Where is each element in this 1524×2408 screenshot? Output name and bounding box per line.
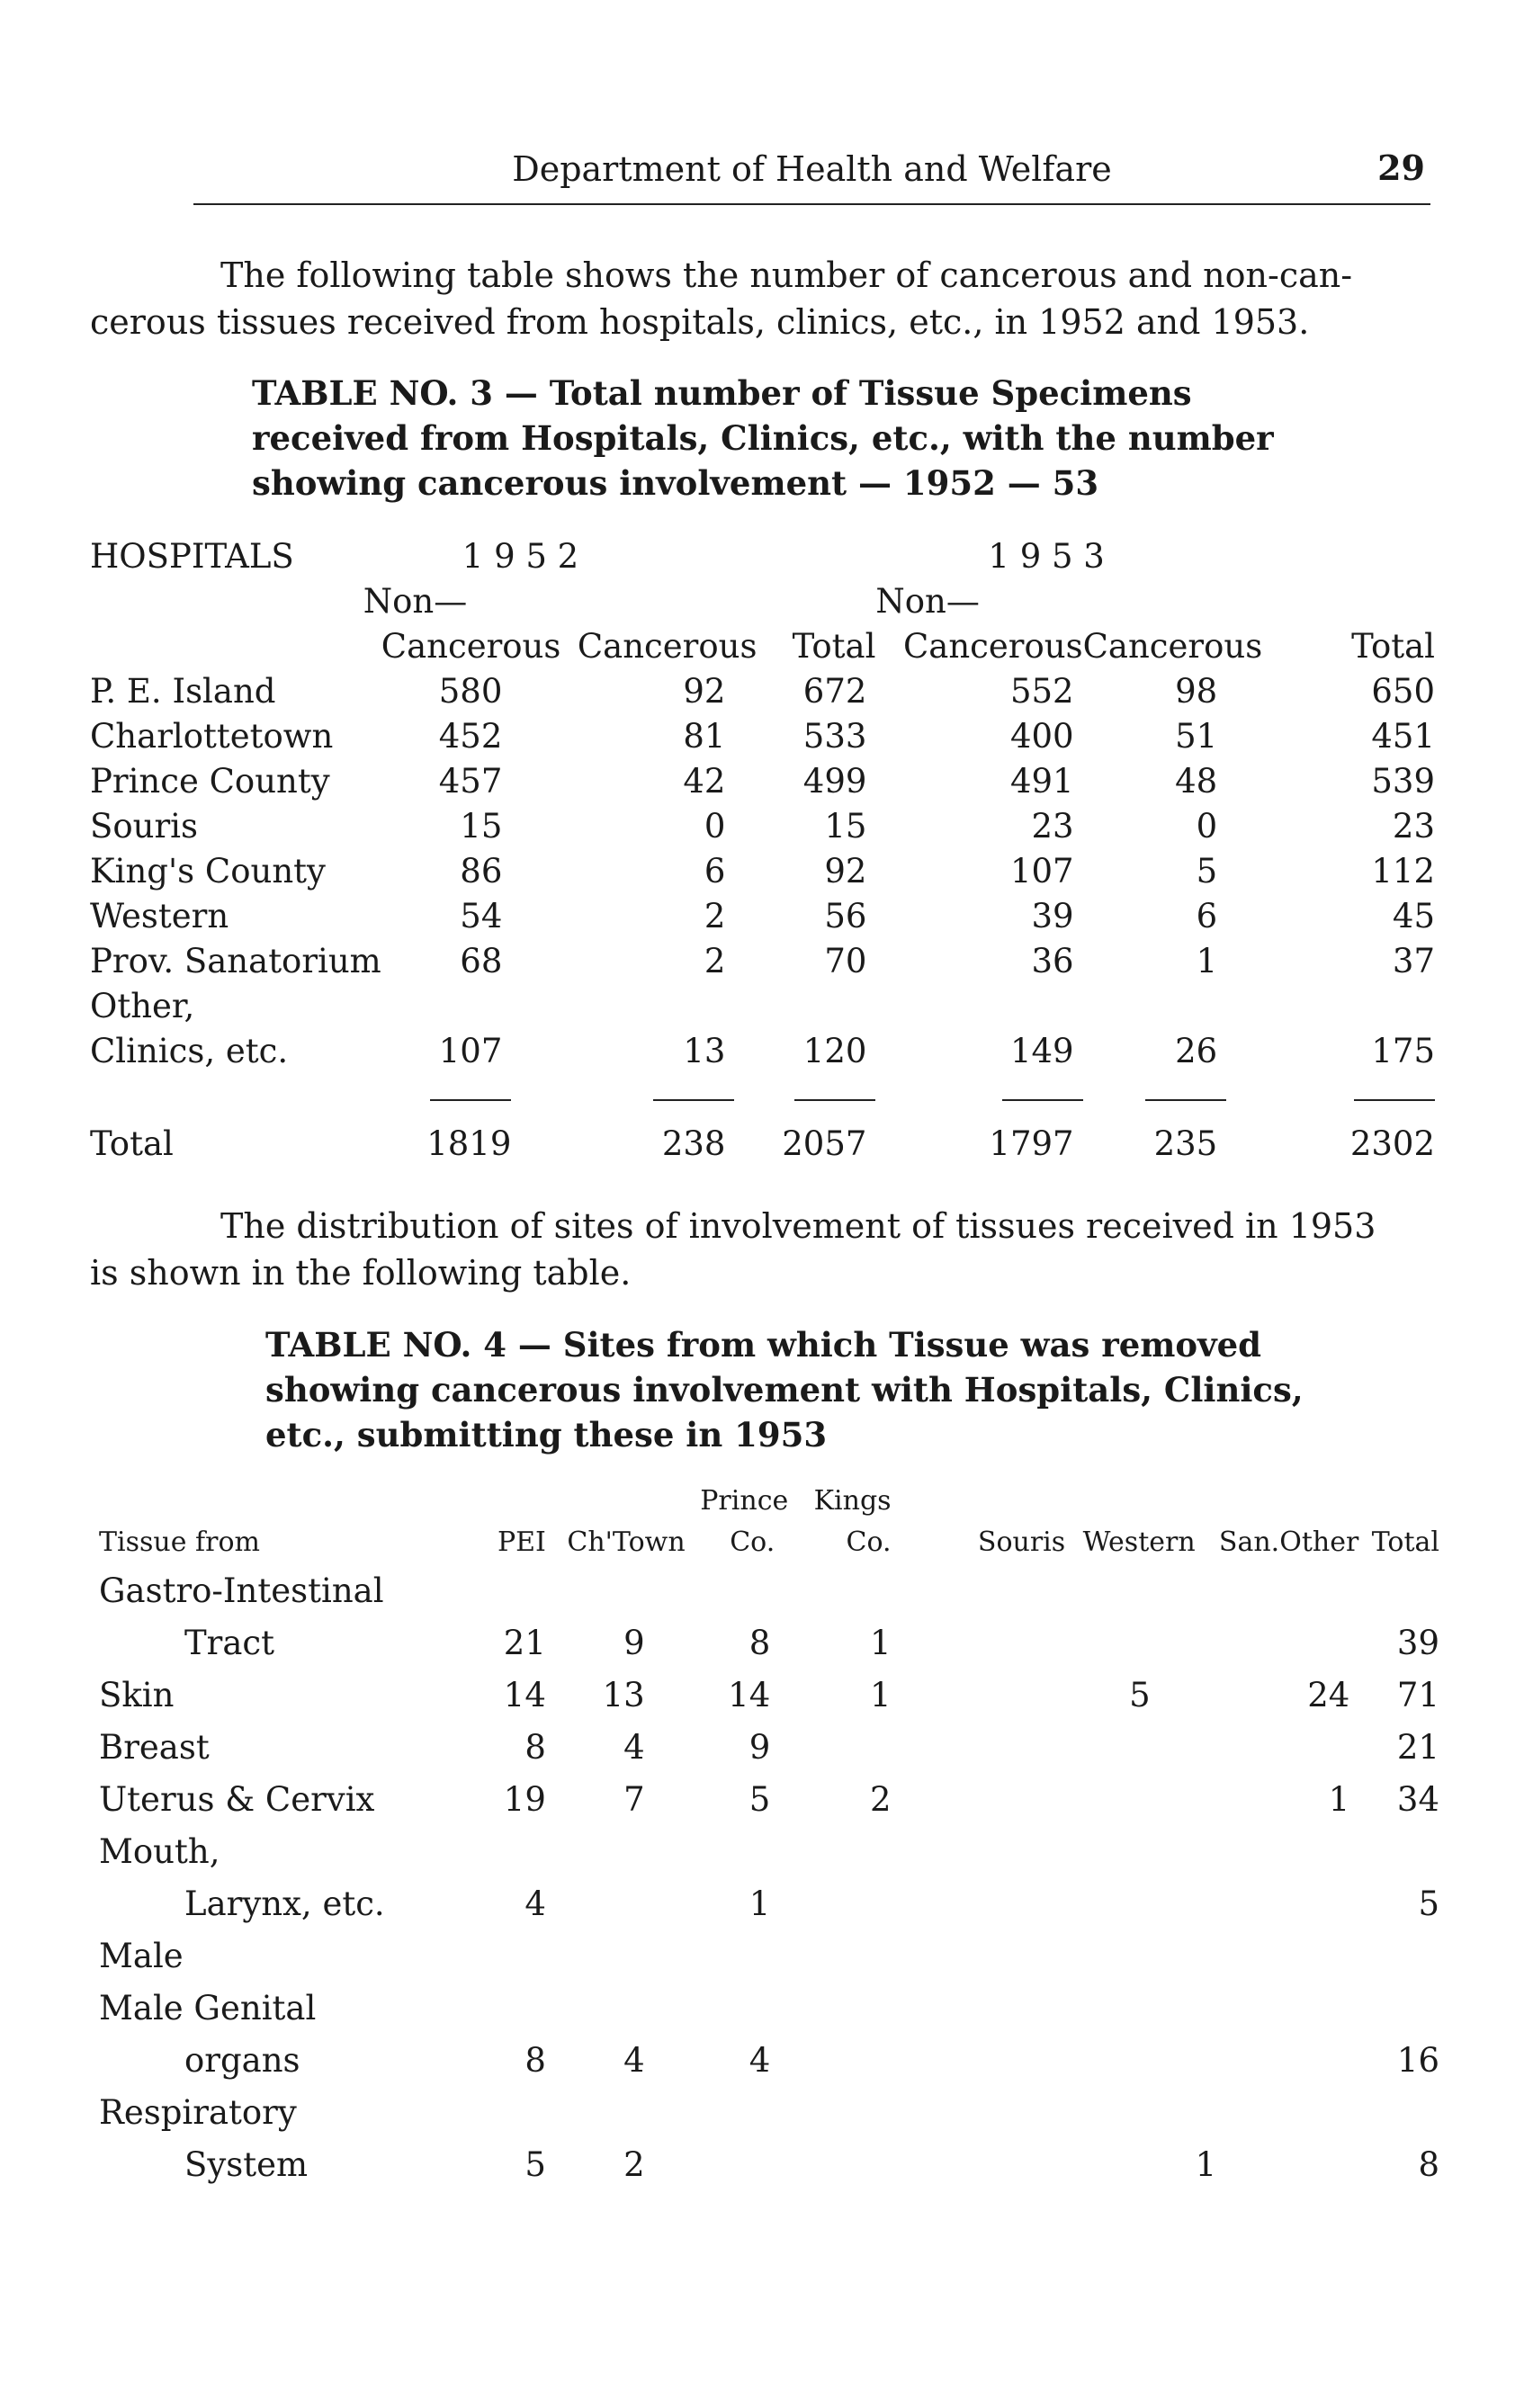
- total-row-label: Total: [90, 1124, 174, 1163]
- sum-rule: [653, 1099, 734, 1101]
- table3-caption: [252, 371, 1274, 506]
- row-label: Respiratory: [99, 2093, 297, 2132]
- prince-co-header: Co.: [730, 1526, 775, 1558]
- sum-rule: [430, 1099, 511, 1101]
- souris-header: Souris: [977, 1526, 1066, 1558]
- table-row: [99, 1767, 1439, 1819]
- cell-chtown: [560, 1871, 686, 1923]
- cell: 0: [704, 807, 726, 846]
- cell: 15: [460, 807, 503, 846]
- table-row: [90, 576, 1435, 621]
- cell-souris: [928, 1610, 1066, 1662]
- sum-rule-row: [90, 1070, 1435, 1109]
- cell: 400: [1009, 717, 1074, 756]
- cell: 499: [802, 762, 867, 801]
- table-row: [90, 980, 1435, 1025]
- table4: [99, 1475, 1439, 2184]
- cell-total: 5: [1418, 1884, 1439, 1923]
- cell: 86: [460, 852, 503, 891]
- page-number: 29: [1377, 148, 1425, 188]
- non-header-1953: Non—: [875, 582, 980, 621]
- table-row: [90, 1025, 1435, 1070]
- cell-other: 24: [1307, 1676, 1350, 1714]
- cell-total: 39: [1396, 1624, 1439, 1662]
- cell: 45: [1392, 897, 1435, 935]
- cell-western: [1065, 1610, 1196, 1662]
- cell: 5: [1196, 852, 1218, 891]
- noncancerous-header-1953: Cancerous: [902, 627, 1083, 666]
- cancerous-header-1952: Cancerous: [577, 627, 758, 666]
- table3-caption-line-2: received from Hospitals, Clinics, etc., with the number: [252, 418, 1274, 458]
- cell: 39: [1031, 897, 1074, 935]
- cell: 539: [1371, 762, 1435, 801]
- cell-san: [1196, 2028, 1280, 2080]
- cell: 235: [1153, 1124, 1218, 1163]
- cell: 175: [1371, 1032, 1435, 1070]
- cell-pei: 21: [503, 1624, 546, 1662]
- cell: 120: [802, 1032, 867, 1070]
- sum-rule: [1354, 1099, 1435, 1101]
- total-header: Total: [1371, 1526, 1439, 1558]
- table3-caption-line-1: TABLE NO. 3 — Total number of Tissue Specimens: [252, 373, 1192, 413]
- row-label: Other,: [90, 987, 195, 1025]
- cell-prince: 14: [728, 1676, 771, 1714]
- table-row: [99, 2132, 1439, 2184]
- cell-san: 1: [1195, 2145, 1217, 2184]
- table-row: [99, 2080, 1439, 2132]
- row-label: Uterus & Cervix: [99, 1780, 375, 1819]
- cell-souris: [928, 1714, 1066, 1767]
- cell-souris: [928, 1767, 1066, 1819]
- cell-chtown: 7: [623, 1780, 645, 1819]
- table4-caption: [265, 1322, 1304, 1457]
- cell: 42: [683, 762, 726, 801]
- cell: 457: [438, 762, 503, 801]
- row-label: Breast: [99, 1728, 210, 1767]
- cell-other: [1279, 2132, 1358, 2184]
- cell-kings: 1: [870, 1676, 892, 1714]
- cell-prince: [686, 2132, 789, 2184]
- row-label: Male Genital: [99, 1989, 317, 2028]
- row-label: Tract: [184, 1624, 275, 1662]
- cell: 672: [802, 672, 867, 711]
- table-row: [99, 2028, 1439, 2080]
- chtown-header: Ch'Town: [567, 1526, 686, 1558]
- table-row: [90, 711, 1435, 756]
- sum-rule: [1002, 1099, 1083, 1101]
- cell-chtown: 13: [602, 1676, 645, 1714]
- cell-souris: [928, 2028, 1066, 2080]
- table3-caption-line-3: showing cancerous involvement — 1952 — 53: [252, 463, 1099, 503]
- cell-prince: 9: [749, 1728, 771, 1767]
- row-label: King's County: [90, 852, 326, 891]
- table-row: [90, 621, 1435, 666]
- row-label: P. E. Island: [90, 672, 276, 711]
- table4-caption-line-3: etc., submitting these in 1953: [265, 1415, 828, 1455]
- table-row: [99, 1923, 1439, 1975]
- cell-pei: 19: [503, 1780, 546, 1819]
- cell: 6: [1196, 897, 1218, 935]
- row-label: Charlottetown: [90, 717, 334, 756]
- western-header: Western: [1082, 1526, 1196, 1558]
- cell: 238: [661, 1124, 726, 1163]
- cell: 107: [1009, 852, 1074, 891]
- hospitals-header: HOSPITALS: [90, 537, 294, 576]
- table-row: [90, 666, 1435, 711]
- cell-prince: 5: [749, 1780, 771, 1819]
- cell: 1797: [989, 1124, 1074, 1163]
- cell: 56: [824, 897, 867, 935]
- cell: 2: [704, 897, 726, 935]
- table-row: [99, 1610, 1439, 1662]
- table-row: [90, 1109, 1435, 1163]
- cell-kings: 2: [870, 1780, 892, 1819]
- cell-pei: 14: [503, 1676, 546, 1714]
- table-row: [90, 801, 1435, 846]
- cell-other: 1: [1328, 1780, 1350, 1819]
- cell: 2057: [782, 1124, 867, 1163]
- non-header-1952: Non—: [363, 582, 468, 621]
- cell-western: [1065, 1767, 1196, 1819]
- cell-total: 71: [1396, 1676, 1439, 1714]
- cell: 98: [1175, 672, 1218, 711]
- cell: 36: [1031, 942, 1074, 980]
- table-row: [99, 1819, 1439, 1871]
- cell-pei: 8: [524, 1728, 546, 1767]
- cell: 81: [683, 717, 726, 756]
- table-row: [99, 1714, 1439, 1767]
- header-rule: [193, 203, 1430, 205]
- cell-total: 16: [1396, 2041, 1439, 2080]
- cell: 0: [1196, 807, 1218, 846]
- row-label: System: [184, 2145, 309, 2184]
- cell-other: [1279, 1714, 1358, 1767]
- cell: 1819: [426, 1124, 512, 1163]
- sum-rule: [1145, 1099, 1226, 1101]
- cell-kings: 1: [870, 1624, 892, 1662]
- cell: 68: [460, 942, 503, 980]
- cell-kings: [788, 1871, 927, 1923]
- noncancerous-header-1952: Cancerous: [381, 627, 561, 666]
- cell-chtown: 9: [623, 1624, 645, 1662]
- cell-other: [1279, 1871, 1358, 1923]
- tissue-from-header: Tissue from: [99, 1526, 260, 1558]
- table-row: [90, 935, 1435, 980]
- cell: 650: [1371, 672, 1435, 711]
- sum-rule: [794, 1099, 875, 1101]
- row-label: Gastro-Intestinal: [99, 1571, 384, 1610]
- cell: 92: [824, 852, 867, 891]
- row-label: Larynx, etc.: [184, 1884, 385, 1923]
- cell-other: [1279, 2028, 1358, 2080]
- cell: 2: [704, 942, 726, 980]
- cell: 26: [1175, 1032, 1218, 1070]
- cell-chtown: 4: [623, 2041, 645, 2080]
- table-row: [99, 1975, 1439, 2028]
- middle-line-1: The distribution of sites of involvement of tissues received in 1953: [220, 1206, 1376, 1246]
- row-label: Male: [99, 1937, 184, 1975]
- cell-souris: [928, 2132, 1066, 2184]
- cell: 533: [802, 717, 867, 756]
- cancerous-header-1953: Cancerous: [1082, 627, 1263, 666]
- cell-total: 8: [1418, 2145, 1439, 2184]
- cell-total: 21: [1396, 1728, 1439, 1767]
- cell-chtown: 4: [623, 1728, 645, 1767]
- kings-co-header: Co.: [846, 1526, 892, 1558]
- pei-header: PEI: [497, 1526, 546, 1558]
- prince-header: Prince: [700, 1485, 789, 1517]
- intro-line-2: cerous tissues received from hospitals, clinics, etc., in 1952 and 1953.: [90, 302, 1310, 342]
- cell-western: 5: [1129, 1676, 1151, 1714]
- row-label: Mouth,: [99, 1832, 220, 1871]
- table-row: [90, 846, 1435, 891]
- cell-san: [1196, 1871, 1280, 1923]
- table-header-row: [99, 1475, 1439, 1517]
- table-row: [99, 1558, 1439, 1610]
- year-1953-header: 1 9 5 3: [988, 537, 1105, 576]
- row-label: Souris: [90, 807, 198, 846]
- cell: 15: [824, 807, 867, 846]
- row-label: Prov. Sanatorium: [90, 942, 381, 980]
- cell-souris: [928, 1871, 1066, 1923]
- row-label: Clinics, etc.: [90, 1032, 289, 1070]
- row-label: Skin: [99, 1676, 175, 1714]
- header-title: Department of Health and Welfare: [512, 149, 1112, 189]
- cell-prince: 8: [749, 1624, 771, 1662]
- cell-kings: [788, 2132, 927, 2184]
- cell: 452: [438, 717, 503, 756]
- cell: 54: [460, 897, 503, 935]
- cell-pei: 8: [524, 2041, 546, 2080]
- cell: 1: [1196, 942, 1218, 980]
- cell-kings: [788, 2028, 927, 2080]
- other-header: Other: [1279, 1526, 1359, 1558]
- cell: 51: [1175, 717, 1218, 756]
- cell: 37: [1392, 942, 1435, 980]
- cell-souris: [928, 1662, 1066, 1714]
- cell: 107: [438, 1032, 503, 1070]
- cell: 112: [1371, 852, 1435, 891]
- cell-other: [1279, 1610, 1358, 1662]
- total-header-1953: Total: [1351, 627, 1435, 666]
- cell-western: [1065, 2028, 1196, 2080]
- cell-total: 34: [1396, 1780, 1439, 1819]
- cell-prince: 1: [749, 1884, 771, 1923]
- table-header-row: [99, 1517, 1439, 1558]
- table-row: [99, 1871, 1439, 1923]
- table-row: [90, 531, 1435, 576]
- cell: 92: [683, 672, 726, 711]
- cell: 491: [1009, 762, 1074, 801]
- cell-san: [1196, 1610, 1280, 1662]
- row-label: organs: [184, 2041, 300, 2080]
- cell-kings: [788, 1714, 927, 1767]
- table4-caption-line-1: TABLE NO. 4 — Sites from which Tissue was removed: [265, 1325, 1261, 1365]
- cell: 23: [1031, 807, 1074, 846]
- cell-chtown: 2: [623, 2145, 645, 2184]
- table3: [90, 531, 1435, 1163]
- cell-san: [1196, 1714, 1280, 1767]
- cell-western: [1065, 1714, 1196, 1767]
- cell: 2302: [1349, 1124, 1435, 1163]
- cell-san: [1196, 1662, 1280, 1714]
- cell: 48: [1175, 762, 1218, 801]
- table-row: [90, 891, 1435, 935]
- table-row: [90, 756, 1435, 801]
- middle-line-2: is shown in the following table.: [90, 1253, 632, 1293]
- middle-paragraph: [90, 1203, 1430, 1296]
- cell: 451: [1371, 717, 1435, 756]
- cell: 13: [683, 1032, 726, 1070]
- san-header: San.: [1218, 1526, 1280, 1558]
- cell-prince: 4: [749, 2041, 771, 2080]
- cell: 70: [824, 942, 867, 980]
- intro-paragraph: [90, 252, 1430, 345]
- table-row: [99, 1662, 1439, 1714]
- cell-san: [1196, 1767, 1280, 1819]
- row-label: Western: [90, 897, 229, 935]
- cell-western: [1065, 1871, 1196, 1923]
- cell-pei: 4: [524, 1884, 546, 1923]
- cell: 580: [438, 672, 503, 711]
- kings-header: Kings: [813, 1485, 892, 1517]
- cell: 149: [1009, 1032, 1074, 1070]
- cell: 552: [1009, 672, 1074, 711]
- cell: 6: [704, 852, 726, 891]
- intro-line-1: The following table shows the number of cancerous and non-can-: [220, 255, 1353, 295]
- cell: 23: [1392, 807, 1435, 846]
- cell-western: [1065, 2132, 1196, 2184]
- row-label: Prince County: [90, 762, 330, 801]
- table4-caption-line-2: showing cancerous involvement with Hospitals, Clinics,: [265, 1370, 1304, 1410]
- running-head: [193, 144, 1430, 194]
- year-1952-header: 1 9 5 2: [462, 537, 579, 576]
- total-header-1952: Total: [792, 627, 876, 666]
- cell-pei: 5: [524, 2145, 546, 2184]
